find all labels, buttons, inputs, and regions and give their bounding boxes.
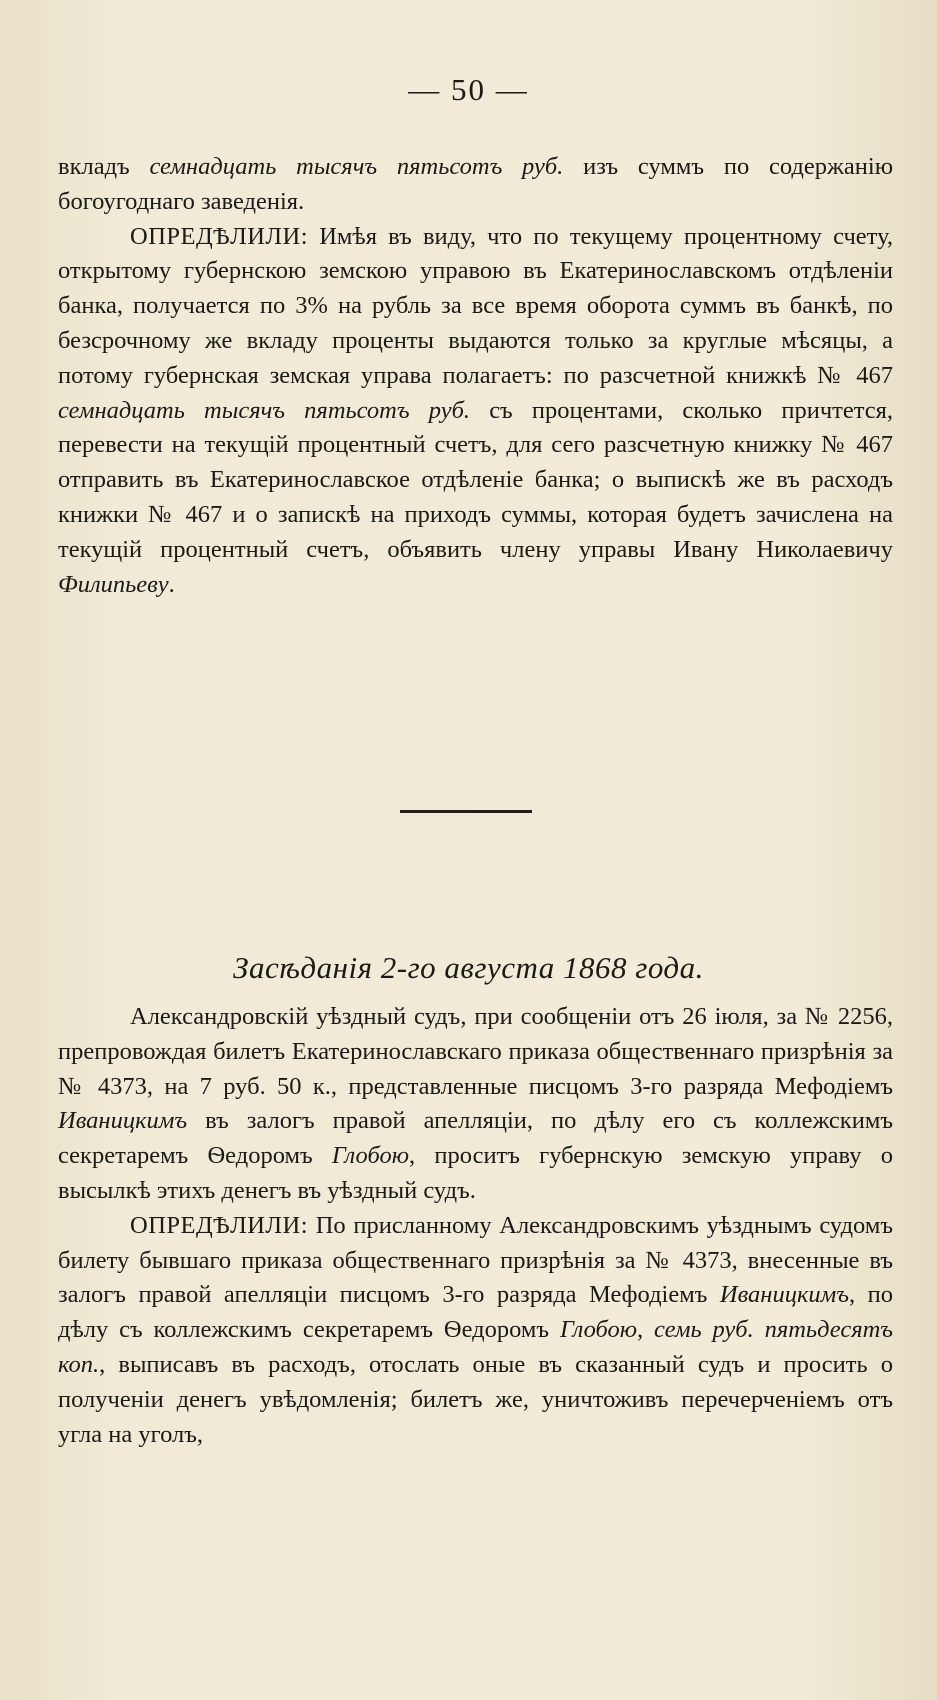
italic-surname: Иваницкимъ <box>719 1281 850 1309</box>
italic-surname: Глобою <box>331 1142 409 1170</box>
text-run: , по дѣлу съ коллежскимъ секретаремъ Ѳедоромъ <box>58 1281 893 1344</box>
text-run: , проситъ губернскую земскую управу о высылкѣ этихъ денегъ въ уѣздный судъ. <box>58 1142 893 1204</box>
text-run: . <box>168 570 175 598</box>
paragraph-resolution <box>58 220 893 603</box>
section-divider <box>400 810 532 813</box>
text-run: вкладъ <box>58 153 150 180</box>
paragraph-resolution <box>58 1209 893 1453</box>
text-run: , выписавъ въ расходъ, отослать оные въ сказанный судъ и просить о полученіи денегъ увѣдомленія; билетъ же, уничтоживъ перечерченіемъ отъ угла на уголъ, <box>58 1350 893 1448</box>
resolution-label: ОПРЕДѢЛИЛИ: <box>130 1211 309 1239</box>
text-run: въ залогъ правой апелляціи, по дѣлу его съ коллежскимъ секретаремъ Ѳедоромъ <box>58 1107 893 1170</box>
paragraph-report <box>58 1000 893 1209</box>
journal-entry-continued <box>58 150 893 602</box>
italic-amount: семнадцать тысячъ пятьсотъ руб. <box>149 153 564 180</box>
text-run: По присланному Александровскимъ уѣзднымъ судомъ билету бывшаго приказа общественнаго призрѣнія за № 4373, внесенные въ залогъ правой апелляціи писцомъ 3-го разряда Мефодіемъ <box>58 1211 893 1309</box>
paragraph-continuation <box>58 150 893 220</box>
italic-surname: Филипьеву <box>58 570 169 598</box>
italic-amount: семнадцать тысячъ пятьсотъ руб. <box>58 396 471 424</box>
page-number: — 50 — <box>408 72 529 107</box>
journal-entry <box>58 1000 893 1452</box>
italic-surname: Глобою <box>559 1316 638 1344</box>
text-run: изъ суммъ по содержанію богоугоднаго заведенія. <box>58 153 893 215</box>
text-run: , <box>637 1316 655 1344</box>
text-run: съ процентами, сколько причтется, перевести на текущій процентный счетъ, для сего разсчетную книжку № 467 отправить въ Екатеринославское отдѣленіе банка; о выпискѣ же въ расходъ книжки № 467 и о запискѣ на приходъ суммы, которая будетъ зачислена на текущій процентный счетъ, объявить члену управы Ивану Николаевичу <box>58 396 893 563</box>
italic-surname: Иваницкимъ <box>58 1107 188 1135</box>
session-heading: Засѣданія 2-го августа 1868 года. <box>233 950 704 985</box>
text-run: Имѣя въ виду, что по текущему процентному счету, открытому губернскою земскою управою въ Екатеринославскомъ отдѣленіи банка, получается по 3% на рубль за все время оборота суммъ въ банкѣ, по безсрочному же вкладу проценты выдаются только за круглые мѣсяцы, а потому губернская земская управа полагаетъ: по разсчетной книжкѣ № 467 <box>58 222 893 389</box>
italic-amount: семь руб. пятьдесятъ коп. <box>58 1316 893 1378</box>
text-run: Александровскій уѣздный судъ, при сообщеніи отъ 26 іюля, за № 2256, препровождая билетъ Екатеринославскаго приказа общественнаго призрѣнія за № 4373, на 7 руб. 50 к., представленные писцомъ 3-го разряда Мефодіемъ <box>58 1003 893 1100</box>
resolution-label: ОПРЕДѢЛИЛИ: <box>130 222 309 250</box>
